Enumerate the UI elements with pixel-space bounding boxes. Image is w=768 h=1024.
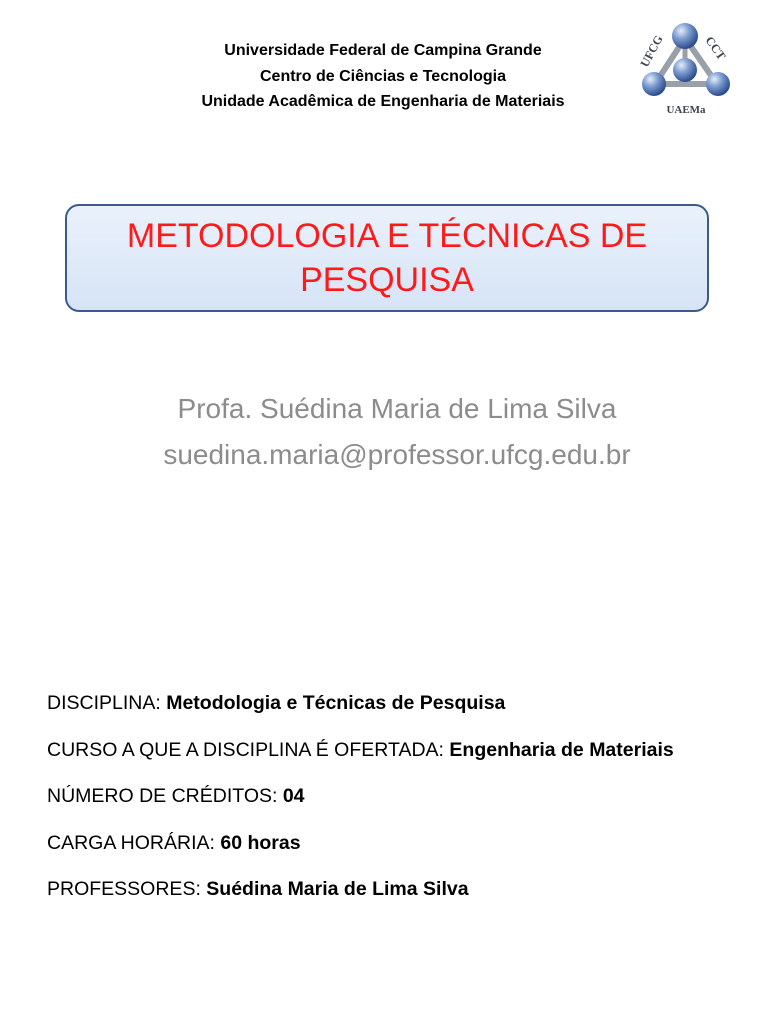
title-box <box>65 204 709 312</box>
info-label: NÚMERO DE CRÉDITOS: <box>47 785 283 807</box>
logo-text-ufcg: UFCG <box>637 32 666 70</box>
info-row-curso <box>47 727 762 774</box>
info-value: 04 <box>282 785 305 807</box>
institution-header <box>130 38 636 115</box>
center-name: Centro de Ciências e Tecnologia <box>260 67 506 85</box>
info-label: DISCIPLINA: <box>47 692 167 714</box>
info-value: Engenharia de Materiais <box>449 738 674 761</box>
info-value: Metodologia e Técnicas de Pesquisa <box>166 692 506 714</box>
info-row-professores <box>47 866 762 913</box>
info-value: 60 horas <box>220 831 301 854</box>
info-label: CURSO A QUE A DISCIPLINA É OFERTADA: <box>47 738 450 761</box>
course-title-line2: PESQUISA <box>300 261 474 299</box>
unit-name: Unidade Acadêmica de Engenharia de Materiais <box>201 93 565 110</box>
course-info <box>47 680 762 913</box>
university-name: Universidade Federal de Campina Grande <box>224 42 542 59</box>
logo-text-uaema: UAEMa <box>666 104 706 116</box>
course-title-line1: METODOLOGIA E TÉCNICAS DE <box>126 217 648 255</box>
info-label: PROFESSORES: <box>47 878 207 900</box>
author-email: suedina.maria@professor.ufcg.edu.br <box>163 439 631 470</box>
info-label: CARGA HORÁRIA: <box>47 831 221 854</box>
course-title <box>107 214 667 302</box>
info-row-creditos <box>47 773 762 820</box>
info-row-disciplina <box>47 680 762 727</box>
uaema-logo <box>633 20 739 118</box>
author-block <box>0 386 768 478</box>
author-name: Profa. Suédina Maria de Lima Silva <box>177 393 617 424</box>
info-row-carga-horaria <box>47 820 762 867</box>
info-value: Suédina Maria de Lima Silva <box>206 878 469 900</box>
logo-text-cct: CCT <box>702 33 729 63</box>
